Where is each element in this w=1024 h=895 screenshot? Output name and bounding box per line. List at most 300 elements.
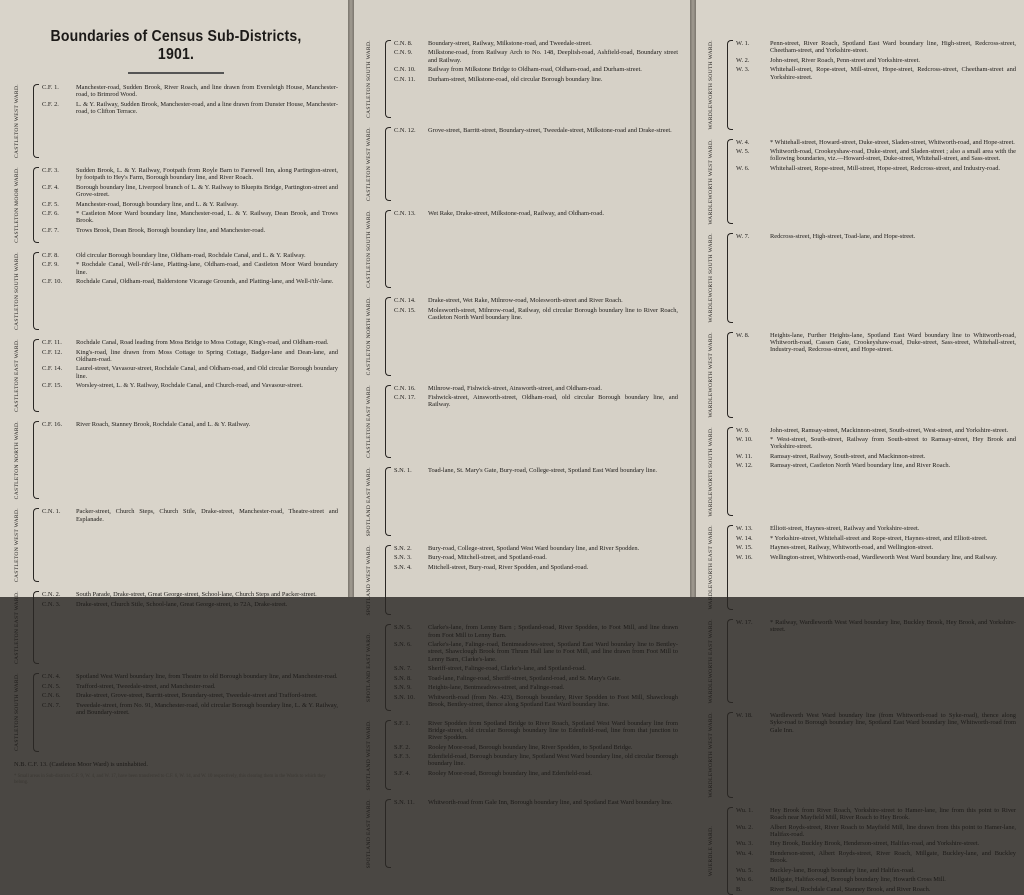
- sub-district-entry: [736, 824, 1016, 839]
- sub-district-entry: [394, 66, 678, 73]
- sub-district-code: W. 4.: [736, 138, 750, 146]
- sub-district-entry: [394, 770, 678, 777]
- boundary-description: Bury-road, College-street, Spotland West Ward boundary line, and River Spodden.: [428, 544, 640, 552]
- sub-district-entry: [394, 624, 678, 639]
- sub-district-entry: [42, 591, 338, 598]
- left-page: [0, 0, 348, 785]
- entry-list: [736, 712, 1016, 798]
- boundary-description: Ramsay-street, Railway, South-street, and Mackinnon-street.: [770, 452, 926, 460]
- boundary-description: Fishwick-street, Ainsworth-street, Oldham-road, old circular Borough boundary line, and Railway.: [428, 394, 678, 409]
- ward-brace: [727, 525, 733, 610]
- ward-group: [708, 332, 1016, 418]
- ward-brace: [33, 421, 39, 499]
- sub-district-entry: [394, 210, 678, 217]
- sub-district-entry: [394, 127, 678, 134]
- ward-brace: [727, 332, 733, 418]
- boundary-description: Drake-street, Wet Rake, Milnrow-road, Molesworth-street and River Roach.: [428, 297, 623, 305]
- ward-brace: [385, 545, 391, 616]
- sub-district-entry: [394, 394, 678, 409]
- sub-district-entry: [42, 278, 338, 285]
- sub-district-code: S.N. 8.: [394, 674, 412, 682]
- sub-district-code: C.F. 8.: [42, 252, 59, 259]
- boundary-description: * Yorkshire-street, Whitehall-street and Rope-street, Haynes-street, and Elliott-street.: [770, 534, 988, 542]
- nb-note: [14, 761, 338, 768]
- sub-district-entry: [394, 799, 678, 806]
- boundary-description: Boundary-street, Railway, Milkstone-road, and Tweedale-street.: [428, 40, 592, 47]
- ward-brace: [727, 427, 733, 517]
- boundary-description: * Railway, Wardleworth West Ward boundary line, Buckley Brook, Hey Brook, and Yorkshire-street.: [770, 618, 1016, 633]
- right-column: [708, 40, 1016, 895]
- entry-list: [394, 799, 678, 868]
- ward-label: CASTLETON NORTH WARD.: [366, 297, 372, 376]
- sub-district-entry: [736, 40, 1016, 55]
- boundary-description: Clarke's-lane, Falinge-road, Bentmeadows-street, Spotland East Ward boundary line to Bentley-street, Shawclough Brook from Thrum Hall lane to Foot Mill, and line drawn from Foot Mill to Lenny Barn, Clarke's-lane.: [428, 641, 678, 663]
- ward-brace: [33, 167, 39, 243]
- ward-group: [708, 233, 1016, 323]
- sub-district-entry: [736, 332, 1016, 354]
- boundary-description: Tweedale-street, from No. 91, Manchester-road, old circular Borough boundary line, L. & Y. Railway, and Boundary-street.: [76, 701, 338, 717]
- sub-district-code: S.N. 5.: [394, 624, 412, 632]
- boundary-description: Rochdale Canal, Oldham-road, Balderstone Vicarage Grounds, and Platting-lane, and Well-i'th'-lane.: [76, 278, 334, 286]
- entry-list: [736, 525, 1016, 610]
- sub-district-code: C.F. 10.: [42, 278, 63, 286]
- sub-district-entry: [42, 349, 338, 364]
- sub-district-code: C.F. 7.: [42, 226, 59, 234]
- sub-district-code: C.F. 14.: [42, 365, 63, 373]
- sub-district-code: W. 2.: [736, 56, 750, 64]
- boundary-description: River Spodden from Spotland Bridge to River Roach, Spotland West Ward boundary line from Bridge-street, old circular Borough boundary line to Edenfield-road, line from that junction to River Spodden.: [428, 719, 678, 742]
- sub-district-entry: [394, 40, 678, 47]
- boundary-description: Spotland West Ward boundary line, from Theatre to old Borough boundary line, and Manchester-road.: [76, 673, 338, 681]
- ward-label: CASTLETON WEST WARD.: [14, 508, 20, 583]
- sub-district-entry: [394, 76, 678, 83]
- boundary-description: * Whitehall-street, Howard-street, Duke-street, Sladen-street, Whitworth-road, and Hope-street.: [770, 138, 1015, 146]
- ward-group: [14, 421, 338, 499]
- sub-district-code: C.F. 9.: [42, 261, 59, 269]
- sub-district-entry: [394, 564, 678, 571]
- sub-district-code: Wu. 3.: [736, 840, 753, 848]
- entry-list: [736, 619, 1016, 704]
- boundary-description: Haynes-street, Railway, Whitworth-road, and Wellington-street.: [770, 544, 934, 552]
- sub-district-code: C.F. 11.: [42, 339, 62, 347]
- ward-label: SPOTLAND WEST WARD.: [366, 719, 372, 790]
- sub-district-entry: [736, 867, 1016, 874]
- ward-group: [708, 807, 1016, 895]
- ward-group: [366, 624, 678, 710]
- sub-district-code: W. 13.: [736, 525, 753, 533]
- sub-district-code: C.F. 16.: [42, 421, 63, 429]
- sub-district-entry: [736, 453, 1016, 460]
- sub-district-code: C.N. 12.: [394, 127, 416, 135]
- ward-group: [366, 720, 678, 791]
- entry-list: [42, 591, 338, 664]
- entry-list: [42, 339, 338, 412]
- entry-list: [42, 84, 338, 158]
- ward-group: [366, 799, 678, 868]
- boundary-description: Toad-lane, St. Mary's Gate, Bury-road, College-street, Spotland East Ward boundary line.: [428, 466, 658, 474]
- sub-district-code: Wu. 2.: [736, 823, 753, 831]
- ward-group: [14, 508, 338, 582]
- ward-label: WARDLEWORTH WEST WARD.: [708, 712, 714, 798]
- sub-district-entry: [42, 382, 338, 389]
- ward-group: [366, 40, 678, 118]
- sub-district-entry: [394, 744, 678, 751]
- ward-group: [708, 619, 1016, 704]
- boundary-description: Borough boundary line, Liverpool branch of L. & Y. Railway to Bluepits Bridge, Partington-street and Grove-street.: [76, 183, 338, 199]
- sub-district-entry: [42, 167, 338, 182]
- ward-group: [366, 210, 678, 288]
- ward-brace: [727, 233, 733, 323]
- page-title: Boundaries of Census Sub-Districts, 1901.: [50, 28, 302, 63]
- sub-district-entry: [394, 49, 678, 64]
- boundary-description: Durham-street, Milkstone-road, old circular Borough boundary line.: [428, 75, 603, 83]
- sub-district-code: C.F. 1.: [42, 84, 59, 91]
- sub-district-entry: [42, 339, 338, 346]
- ward-label: CASTLETON SOUTH WARD.: [14, 673, 20, 752]
- sub-district-entry: [394, 307, 678, 322]
- boundary-description: Whitehall-street, Rope-street, Mill-street, Hope-street, Redcross-street, Cheetham-street and Yorkshire-street.: [770, 66, 1016, 81]
- sub-district-code: B.: [736, 885, 742, 893]
- middle-page: [354, 0, 690, 869]
- sub-district-code: C.F. 3.: [42, 167, 59, 175]
- ward-brace: [385, 40, 391, 118]
- boundary-description: Hey Brook from River Roach, Yorkshire-street to Hamer-lane, line from this point to River Roach near Mayfield Mill, River Roach to Hey Brook.: [770, 806, 1016, 822]
- ward-group: [708, 40, 1016, 130]
- sub-district-code: C.N. 14.: [394, 297, 416, 305]
- boundary-description: Sheriff-street, Falinge-road, Clarke's-lane, and Spotland-road.: [428, 665, 586, 673]
- boundary-description: Buckley-lane, Borough boundary line, and Halifax-road.: [770, 866, 915, 874]
- entry-list: [394, 545, 678, 616]
- ward-label: WARDLEWORTH EAST WARD.: [708, 618, 714, 704]
- sub-district-entry: [394, 694, 678, 709]
- boundary-description: Elliott-street, Haynes-street, Railway and Yorkshire-street.: [770, 525, 920, 533]
- ward-label: SPOTLAND EAST WARD.: [366, 632, 372, 703]
- sub-district-code: S.F. 2.: [394, 743, 411, 751]
- boundary-description: Redcross-street, High-street, Toad-lane, and Hope-street.: [770, 233, 916, 241]
- sub-district-entry: [736, 436, 1016, 451]
- boundary-description: Railway from Milkstone Bridge to Oldham-road, Oldham-road, and Durham-street.: [428, 66, 642, 74]
- entry-list: [736, 427, 1016, 517]
- boundary-description: Bury-road, Mitchell-street, and Spotland-road.: [428, 554, 547, 562]
- sub-district-code: C.F. 2.: [42, 100, 59, 108]
- ward-label: WUERDLE WARD.: [708, 825, 714, 877]
- boundary-description: Whitehall-street, Rope-street, Mill-street, Hope-street, Redcross-street, and Industry-road.: [770, 164, 1000, 172]
- ward-label: CASTLETON SOUTH WARD.: [14, 252, 20, 331]
- sub-district-code: C.N. 1.: [42, 508, 61, 516]
- sub-district-code: C.N. 17.: [394, 394, 416, 402]
- sub-district-code: S.N. 4.: [394, 563, 412, 571]
- sub-district-code: S.N. 11.: [394, 799, 415, 806]
- ward-group: [14, 339, 338, 412]
- boundary-description: Drake-street, Church Stile, School-lane, Great George-street, to 72A, Drake-street.: [76, 600, 288, 608]
- ward-group: [14, 167, 338, 243]
- nb-text: (Castleton Moor Ward) is uninhabited.: [49, 760, 148, 768]
- boundary-description: Heights-lane, Further Heights-lane, Spotland East Ward boundary line to Whitworth-road, Whitworth-road, Cassen Gate, Crookeyshaw-road, Duke-street, Sass-street, Whitehall-street, Industry-road, Redcross-street, and Hope-street.: [770, 331, 1016, 354]
- ward-brace: [385, 385, 391, 458]
- sub-district-code: C.F. 5.: [42, 200, 59, 208]
- sub-district-entry: [394, 665, 678, 672]
- sub-district-entry: [736, 233, 1016, 240]
- sub-district-entry: [394, 641, 678, 663]
- ward-label: WARDLEWORTH WEST WARD.: [708, 138, 714, 225]
- sub-district-entry: [736, 850, 1016, 865]
- ward-label: SPOTLAND WEST WARD.: [366, 544, 372, 616]
- sub-district-entry: [736, 148, 1016, 163]
- sub-district-code: S.N. 9.: [394, 684, 412, 692]
- boundary-description: Wardleworth West Ward boundary line (from Whitworth-road to Syke-road), thence along Syke-road to Borough boundary line, Spotland East Ward boundary line, Whitworth-road from Gale Inn.: [770, 712, 1016, 734]
- boundary-description: Mitchell-street, Bury-road, River Spodden, and Spotland-road.: [428, 563, 589, 571]
- boundary-description: Hey Brook, Buckley Brook, Henderson-street, Halifax-road, and Yorkshire-street.: [770, 840, 980, 848]
- sub-district-entry: [42, 261, 338, 276]
- ward-group: [708, 525, 1016, 610]
- sub-district-entry: [736, 840, 1016, 847]
- sub-district-code: C.N. 16.: [394, 384, 416, 392]
- boundary-description: Rooley Moor-road, Borough boundary line, and Edenfield-road.: [428, 769, 593, 777]
- boundary-description: Drake-street, Grove-street, Barritt-street, Boundary-street, Tweedale-street and Trafford-street.: [76, 692, 318, 700]
- boundary-description: L. & Y. Railway, Sudden Brook, Manchester-road, and a line drawn from Dunster House, Manchester-road, to Clifton Terrace.: [76, 100, 338, 116]
- sub-district-code: C.N. 8.: [394, 40, 413, 47]
- ward-brace: [727, 619, 733, 704]
- entry-list: [736, 139, 1016, 225]
- sub-district-entry: [42, 365, 338, 380]
- right-page: [696, 0, 1024, 893]
- ward-label: CASTLETON SOUTH WARD.: [366, 210, 372, 289]
- ward-brace: [33, 84, 39, 158]
- sub-district-code: W. 3.: [736, 66, 750, 74]
- ward-label: WARDLEWORTH EAST WARD.: [708, 525, 714, 610]
- entry-list: [736, 40, 1016, 130]
- ward-group: [14, 591, 338, 664]
- sub-district-entry: [736, 535, 1016, 542]
- sub-district-entry: [736, 525, 1016, 532]
- boundary-description: John-street, River Roach, Penn-street and Yorkshire-street.: [770, 56, 920, 64]
- sub-district-entry: [736, 544, 1016, 551]
- sub-district-code: C.F. 15.: [42, 382, 63, 390]
- boundary-description: Edenfield-road, Borough boundary line, Spotland West Ward boundary line, old circular Borough boundary line.: [428, 753, 678, 768]
- sub-district-code: Wu. 1.: [736, 806, 753, 814]
- sub-district-code: C.N. 4.: [42, 673, 61, 681]
- boundary-description: Henderson-street, Albert Royds-street, River Roach, Millgate, Buckley-lane, and Buckley Brook.: [770, 849, 1016, 865]
- sub-district-code: C.N. 9.: [394, 49, 413, 57]
- ward-group: [14, 84, 338, 158]
- entry-list: [42, 252, 338, 330]
- ward-label: WARDLEWORTH WEST WARD.: [708, 331, 714, 418]
- sub-district-entry: [736, 462, 1016, 469]
- ward-brace: [385, 799, 391, 868]
- nb-code: N.B. C.F. 13.: [14, 760, 48, 768]
- ward-brace: [33, 339, 39, 412]
- sub-district-code: W. 17.: [736, 618, 753, 626]
- sub-district-entry: [394, 720, 678, 742]
- sub-district-entry: [394, 385, 678, 392]
- boundary-description: Rochdale Canal, Road leading from Moss Bridge to Moss Cottage, King's-road, and Oldham-road.: [76, 339, 329, 347]
- entry-list: [394, 467, 678, 536]
- sub-district-code: S.N. 1.: [394, 466, 412, 474]
- ward-brace: [385, 127, 391, 201]
- boundary-description: Albert Royds-street, River Roach to Mayfield Mill, line drawn from this point to Hamer-lane, Halifax-road.: [770, 823, 1016, 838]
- ward-label: CASTLETON EAST WARD.: [14, 591, 20, 665]
- boundary-description: Penn-street, River Roach, Spotland East Ward boundary line, High-street, Redcross-street, Cheetham-street, and Yorkshire-street.: [770, 40, 1016, 55]
- sub-district-code: W. 10.: [736, 436, 753, 444]
- boundary-description: Milnrow-road, Fishwick-street, Ainsworth-street, and Oldham-road.: [428, 384, 602, 392]
- sub-district-code: W. 11.: [736, 452, 753, 460]
- ward-group: [366, 385, 678, 458]
- boundary-description: Wellington-street, Whitworth-road, Wardleworth West Ward boundary line, and Railway.: [770, 553, 998, 561]
- title-rule: [128, 72, 224, 74]
- boundary-description: Packer-street, Church Steps, Church Stile, Drake-street, Manchester-road, Theatre-street and Esplanade.: [76, 508, 338, 523]
- sub-district-code: W. 5.: [736, 148, 750, 156]
- ward-label: CASTLETON NORTH WARD.: [14, 421, 20, 500]
- entry-list: [394, 210, 678, 288]
- entry-list: [394, 624, 678, 710]
- sub-district-entry: [736, 165, 1016, 172]
- ward-brace: [385, 624, 391, 710]
- sub-district-code: W. 1.: [736, 40, 750, 47]
- sub-district-entry: [42, 184, 338, 199]
- sub-district-entry: [42, 101, 338, 116]
- sub-district-code: C.N. 2.: [42, 591, 61, 599]
- sub-district-entry: [736, 712, 1016, 734]
- entry-list: [42, 508, 338, 582]
- boundary-description: Worsley-street, L. & Y. Railway, Rochdale Canal, and Church-road, and Vavasour-street.: [76, 382, 303, 390]
- boundary-description: Heights-lane, Bentmeadows-street, and Falinge-road.: [428, 684, 565, 692]
- sub-district-code: Wu. 4.: [736, 849, 753, 857]
- middle-column: [366, 40, 678, 868]
- ward-label: WARDLEWORTH SOUTH WARD.: [708, 426, 714, 517]
- sub-district-code: S.F. 1.: [394, 719, 411, 727]
- sub-district-code: C.N. 7.: [42, 701, 61, 709]
- ward-group: [366, 467, 678, 536]
- ward-group: [14, 252, 338, 330]
- sub-district-code: C.N. 10.: [394, 66, 416, 74]
- sub-district-code: W. 14.: [736, 534, 753, 542]
- ward-brace: [385, 720, 391, 791]
- boundary-description: Wet Rake, Drake-street, Milkstone-road, Railway, and Oldham-road.: [428, 210, 604, 218]
- sub-district-code: W. 16.: [736, 553, 753, 561]
- boundary-description: Clarke's-lane, from Lenny Barn ; Spotland-road, River Spodden, to Foot Mill, and line drawn from Foot Mill to Lenny Barn.: [428, 624, 678, 639]
- sub-district-entry: [736, 807, 1016, 822]
- ward-label: SPOTLAND EAST WARD.: [366, 799, 372, 869]
- sub-district-entry: [394, 545, 678, 552]
- sub-district-code: W. 12.: [736, 462, 753, 470]
- boundary-description: River Roach, Stanney Brook, Rochdale Canal, and L. & Y. Railway.: [76, 421, 251, 429]
- sub-district-code: C.N. 3.: [42, 600, 61, 608]
- boundary-description: * Rochdale Canal, Well-i'th'-lane, Platting-lane, Oldham-road, and Castleton Moor Ward boundary line.: [76, 261, 338, 276]
- boundary-description: Millgate, Halifax-road, Borough boundary line, Howarth Cross Mill.: [770, 876, 946, 884]
- ward-group: [708, 427, 1016, 517]
- ward-label: WARDLEWORTH SOUTH WARD.: [708, 233, 714, 323]
- sub-district-code: S.N. 10.: [394, 693, 415, 701]
- boundary-description: Whitworth-road (from No. 423), Borough boundary, River Spodden to Foot Mill, Shawclough Brook, Bentley-street, thence along Spotland East Ward boundary line.: [428, 693, 678, 709]
- boundary-description: Molesworth-street, Milnrow-road, Railway, old circular Borough boundary line to River Roach, Castleton North Ward boundary line.: [428, 306, 678, 321]
- entry-list: [42, 421, 338, 499]
- ward-group: [366, 127, 678, 201]
- sub-district-code: S.N. 6.: [394, 641, 412, 649]
- entry-list: [394, 297, 678, 375]
- boundary-description: Grove-street, Barritt-street, Boundary-street, Tweedale-street, Milkstone-road and Drake-street.: [428, 127, 672, 135]
- boundary-description: Trows Brook, Dean Brook, Borough boundary line, and Manchester-road.: [76, 226, 266, 234]
- boundary-description: South Parade, Drake-street, Great George-street, School-lane, Church Steps and Packer-street.: [76, 591, 317, 599]
- boundary-description: Whitworth-road from Gale Inn, Borough boundary line, and Spotland East Ward boundary line.: [428, 799, 673, 806]
- entry-list: [736, 332, 1016, 418]
- sub-district-code: C.N. 13.: [394, 210, 416, 218]
- boundary-description: Whitworth-road, Crookeyshaw-road, Duke-street, and Sladen-street ; also a small area with the following boundaries, viz.—Howard-street, Duke-street, Whitehall-street, and Sass-street.: [770, 148, 1016, 163]
- ward-label: CASTLETON MOOR WARD.: [14, 167, 20, 243]
- entry-list: [394, 720, 678, 791]
- sub-district-code: S.N. 3.: [394, 554, 412, 562]
- ward-brace: [727, 712, 733, 798]
- ward-label: CASTLETON WEST WARD.: [14, 84, 20, 159]
- entry-list: [736, 807, 1016, 895]
- ward-group: [708, 139, 1016, 225]
- sub-district-entry: [736, 427, 1016, 434]
- ward-brace: [727, 139, 733, 225]
- ward-brace: [727, 40, 733, 130]
- sub-district-code: W. 8.: [736, 331, 750, 339]
- ward-label: CASTLETON EAST WARD.: [14, 339, 20, 413]
- ward-brace: [33, 508, 39, 582]
- boundary-description: Old circular Borough boundary line, Oldham-road, Rochdale Canal, and L. & Y. Railway.: [76, 252, 306, 259]
- entry-list: [42, 167, 338, 243]
- boundary-description: Toad-lane, Falinge-road, Sheriff-street, Spotland-road, and St. Mary's Gate.: [428, 674, 621, 682]
- sub-district-entry: [736, 886, 1016, 893]
- ward-brace: [385, 467, 391, 536]
- sub-district-entry: [42, 601, 338, 608]
- boundary-description: King's-road, line drawn from Moss Cottage to Spring Cottage, Badger-lane and Dean-lane, and Oldham-road.: [76, 348, 338, 363]
- sub-district-code: W. 7.: [736, 233, 750, 241]
- sub-district-entry: [42, 421, 338, 428]
- ward-group: [366, 297, 678, 375]
- sub-district-code: C.N. 6.: [42, 692, 61, 700]
- boundary-description: River Beal, Rochdale Canal, Stanney Brook, and River Roach.: [770, 885, 931, 893]
- boundary-description: Laurel-street, Vavasour-street, Rochdale Canal, and Oldham-road, and Old circular Borough boundary line.: [76, 365, 338, 380]
- sub-district-code: Wu. 5.: [736, 866, 753, 874]
- ward-group: [366, 545, 678, 616]
- ward-label: CASTLETON EAST WARD.: [366, 384, 372, 458]
- sub-district-code: Wu. 6.: [736, 876, 753, 884]
- sub-district-entry: [394, 675, 678, 682]
- boundary-description: Manchester-road, Borough boundary line, and L. & Y. Railway.: [76, 200, 239, 208]
- ward-brace: [385, 210, 391, 288]
- sub-district-entry: [42, 252, 338, 259]
- boundary-description: Manchester-road, Sudden Brook, River Roach, and line drawn from Eversleigh House, Manchester-road, to Brimrod Wood.: [76, 84, 338, 99]
- sub-district-code: W. 6.: [736, 164, 750, 172]
- ward-label: WARDLEWORTH SOUTH WARD.: [708, 40, 714, 130]
- sub-district-entry: [394, 554, 678, 561]
- ward-group: [14, 673, 338, 751]
- boundary-description: Trafford-street, Tweedale-street, and Manchester-road.: [76, 682, 216, 690]
- ward-label: CASTLETON SOUTH WARD.: [366, 40, 372, 119]
- boundary-description: Milkstone-road, from Railway Arch to No. 148, Deeplish-road, Ashfield-road, Boundary street and Railway.: [428, 49, 678, 64]
- sub-district-code: W. 15.: [736, 544, 753, 552]
- ward-brace: [385, 297, 391, 375]
- entry-list: [394, 40, 678, 118]
- boundary-description: * Castleton Moor Ward boundary line, Manchester-road, L. & Y. Railway, Dean Brook, and Trows Brook.: [76, 210, 338, 225]
- entry-list: [736, 233, 1016, 323]
- sub-district-entry: [394, 467, 678, 474]
- sub-district-entry: [42, 210, 338, 225]
- ward-brace: [727, 807, 733, 895]
- sub-district-code: S.N. 2.: [394, 544, 412, 552]
- sub-district-entry: [736, 66, 1016, 81]
- boundary-description: John-street, Ramsay-street, Mackinnon-street, South-street, West-street, and Yorkshire-street.: [770, 426, 1009, 434]
- sub-district-code: C.F. 6.: [42, 210, 59, 218]
- sub-district-code: S.N. 7.: [394, 665, 412, 673]
- sub-district-code: C.N. 11.: [394, 75, 416, 83]
- boundary-description: Ramsay-street, Castleton North Ward boundary line, and River Roach.: [770, 462, 951, 470]
- boundary-description: * West-street, South-street, Railway from South-street to Ramsay-street, Hey Brook and Yorkshire-street.: [770, 436, 1016, 451]
- sub-district-entry: [736, 619, 1016, 634]
